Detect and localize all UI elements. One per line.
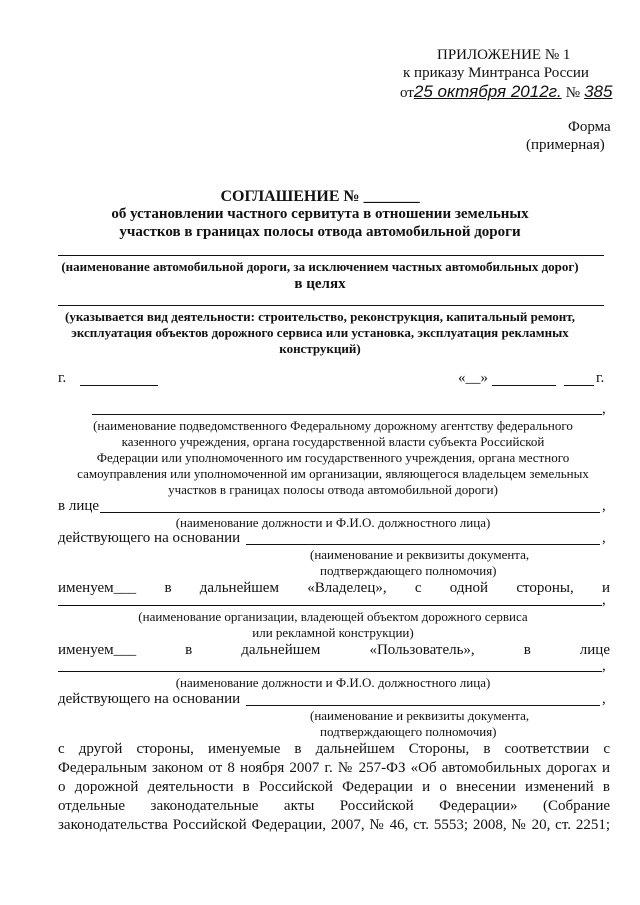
activity-caption-2: эксплуатация объектов дорожного сервиса или установка, эксплуатация рекламных <box>71 325 569 340</box>
user-basis-blank <box>246 705 600 706</box>
paragraph-line: Федеральным законом от 8 ноября 2007 г. № 257-ФЗ «Об автомобильных дорогах и <box>58 760 610 776</box>
user-org-comma: , <box>602 592 606 608</box>
named-word: стороны, <box>516 580 574 596</box>
owner-named-line <box>58 580 610 597</box>
appendix-order-line: к приказу Минтранса России <box>403 65 589 81</box>
named-word: дальнейшем <box>241 642 321 658</box>
owner-basis-comma: , <box>602 530 606 546</box>
city-prefix: г. <box>58 370 67 386</box>
owner-position-caption: (наименование должности и Ф.И.О. должностного лица) <box>175 515 491 530</box>
user-basis-label: действующего на основании <box>58 691 241 707</box>
activity-blank <box>58 305 604 306</box>
owner-basis-blank <box>246 544 600 545</box>
activity-caption-1: (указывается вид деятельности: строительство, реконструкция, капитальный ремонт, <box>65 309 575 324</box>
number-prefix: № <box>565 85 581 101</box>
handwritten-number: 385 <box>584 82 613 101</box>
appendix-date-line <box>400 82 612 106</box>
handwritten-date: 25 октября 2012г. <box>413 82 562 101</box>
named-word: именуем___ <box>58 642 137 658</box>
date-quotes: «__» <box>458 370 488 386</box>
named-word: «Пользователь», <box>369 642 475 658</box>
named-word: и <box>601 580 610 596</box>
user-org-blank <box>58 605 602 606</box>
year-suffix: г. <box>596 370 605 386</box>
agreement-subtitle-2: участков в границах полосы отвода автомобильной дороги <box>119 224 521 240</box>
activity-caption-3: конструкций) <box>279 341 361 356</box>
user-caption-1: (наименование организации, владеющей объектом дорожного сервиса <box>138 609 528 624</box>
form-sample-label: (примерная) <box>526 137 605 153</box>
owner-doc-caption-1: (наименование и реквизиты документа, <box>310 547 530 562</box>
named-word: с <box>414 580 422 596</box>
paragraph-line: с другой стороны, именуемые в дальнейшем Стороны, в соответствии с <box>58 741 610 757</box>
paragraph-line: отдельные законодательные акты Российской Федерации» (Собрание <box>58 798 610 814</box>
named-word: в <box>185 642 193 658</box>
form-label: Форма <box>568 119 611 135</box>
date-prefix: от <box>400 85 414 101</box>
agreement-subtitle-1: об установлении частного сервитута в отношении земельных <box>111 206 529 222</box>
owner-official-blank <box>100 512 600 513</box>
named-word: одной <box>449 580 489 596</box>
owner-caption-1: (наименование подведомственного Федеральному дорожному агентству федерального <box>93 418 573 433</box>
named-word: дальнейшем <box>199 580 279 596</box>
owner-official-comma: , <box>602 498 606 514</box>
paragraph-line: законодательства Российской Федерации, 2007, № 46, ст. 5553; 2008, № 20, ст. 2251; <box>58 817 610 833</box>
named-word: именуем___ <box>58 580 137 596</box>
owner-basis-label: действующего на основании <box>58 530 241 546</box>
named-word: в <box>523 642 531 658</box>
owner-doc-caption-2: подтверждающего полномочия) <box>320 563 497 578</box>
road-name-blank <box>58 255 604 256</box>
user-official-blank <box>58 671 602 672</box>
user-caption-2: или рекламной конструкции) <box>252 625 414 640</box>
owner-comma: , <box>602 401 606 417</box>
user-position-caption: (наименование должности и Ф.И.О. должностного лица) <box>175 675 491 690</box>
owner-name-blank <box>92 414 602 415</box>
appendix-title: ПРИЛОЖЕНИЕ № 1 <box>437 47 571 63</box>
user-official-comma: , <box>602 658 606 674</box>
named-word: «Владелец», <box>307 580 387 596</box>
paragraph-line: о дорожной деятельности в Российской Федерации и о внесении изменений в <box>58 779 610 795</box>
user-named-line <box>58 642 610 659</box>
in-person-label: в лице <box>58 498 100 514</box>
owner-caption-4: самоуправления или уполномоченной им организации, являющегося владельцем земельных <box>77 466 589 481</box>
purpose-label: в целях <box>294 276 346 292</box>
user-doc-caption-1: (наименование и реквизиты документа, <box>310 708 530 723</box>
owner-caption-2: казенного учреждения, органа государственной власти субъекта Российской <box>121 434 545 449</box>
city-blank <box>80 385 158 386</box>
named-word: в <box>164 580 172 596</box>
year-blank <box>564 385 594 386</box>
owner-caption-5: участков в границах полосы отвода автомобильной дороги) <box>168 482 498 497</box>
owner-caption-3: Федерации или уполномоченного им государственного учреждения, органа местного <box>96 450 570 465</box>
named-word: лице <box>579 642 610 658</box>
user-basis-comma: , <box>602 691 606 707</box>
user-doc-caption-2: подтверждающего полномочия) <box>320 724 497 739</box>
road-caption: (наименование автомобильной дороги, за исключением частных автомобильных дорог) <box>61 259 579 274</box>
month-blank <box>492 385 556 386</box>
agreement-title: СОГЛАШЕНИЕ № _______ <box>220 188 420 205</box>
